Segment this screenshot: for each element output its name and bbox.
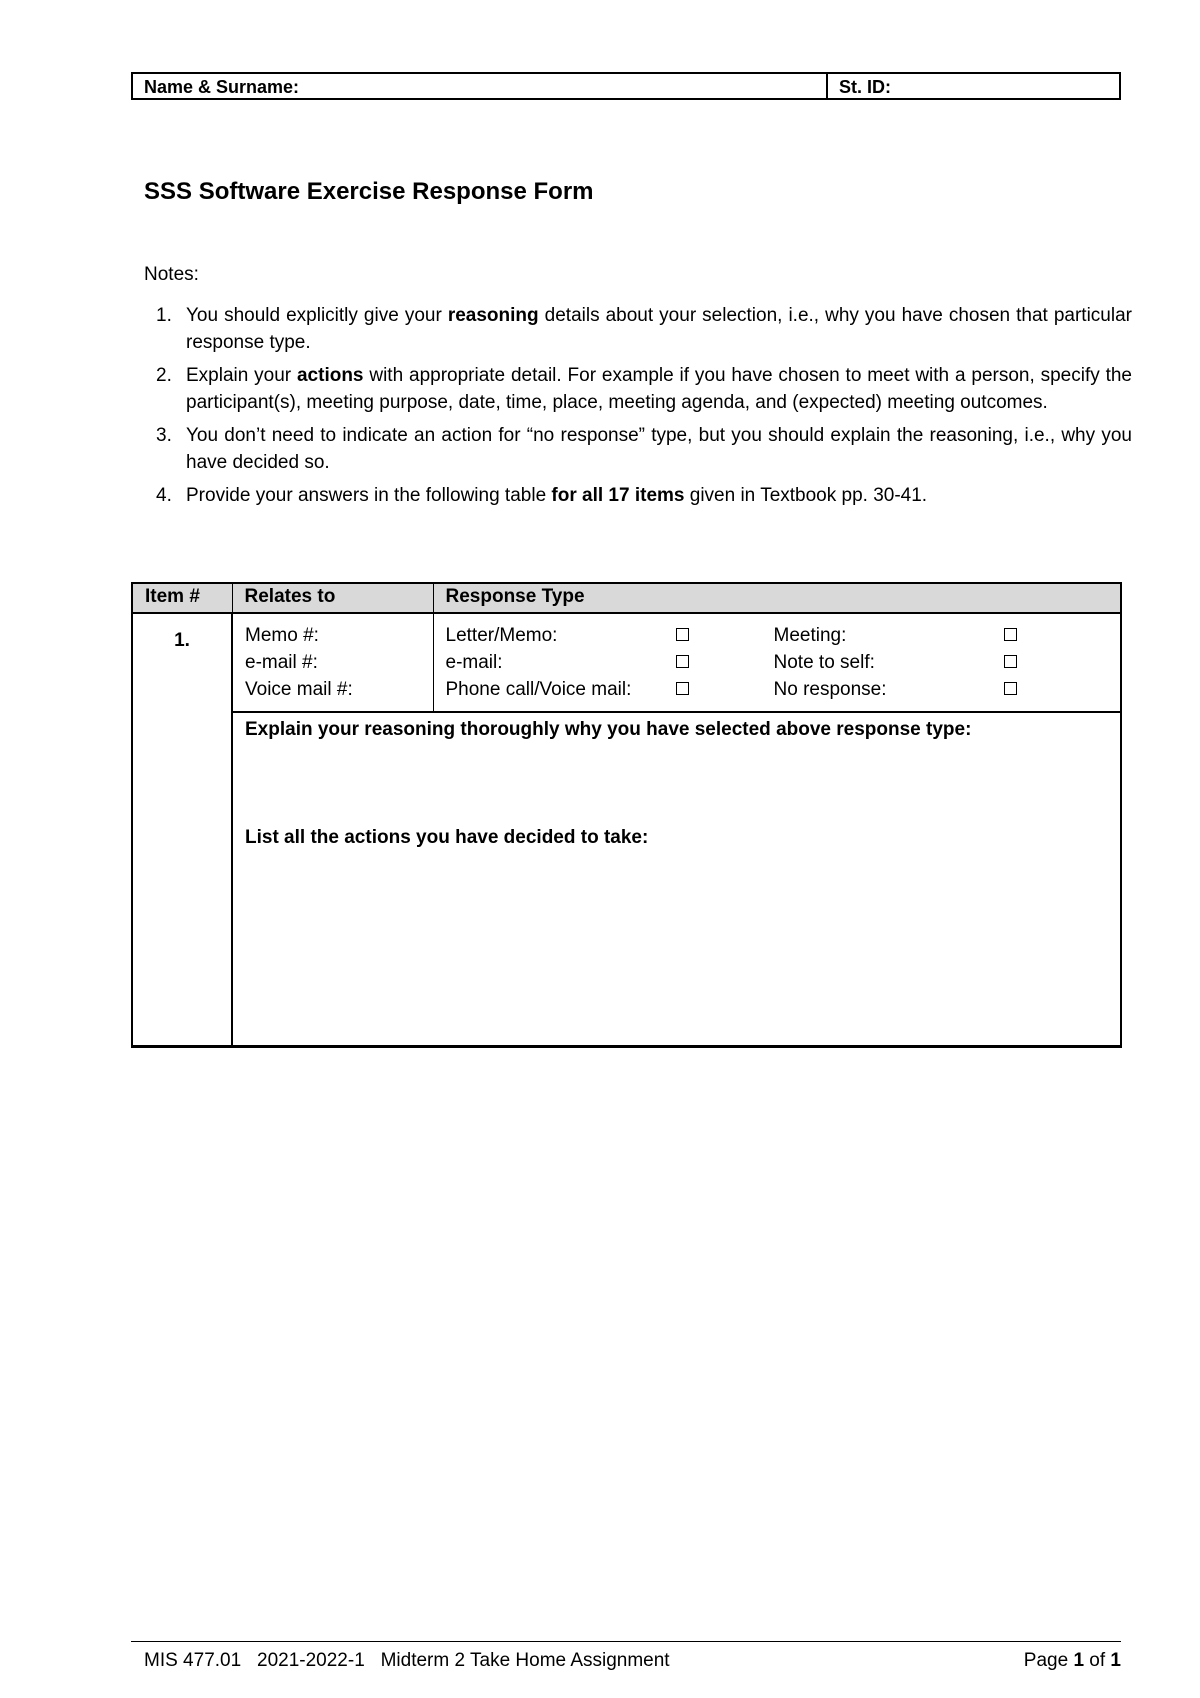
name-surname-field[interactable]: Name & Surname: <box>133 74 828 98</box>
note-text: actions <box>296 365 364 386</box>
note-number: 2. <box>156 365 172 386</box>
student-id-field[interactable]: St. ID: <box>839 77 891 97</box>
note-number: 4. <box>156 485 172 506</box>
letter-memo-checkbox[interactable] <box>676 628 689 641</box>
option-email-label: e-mail: <box>445 652 503 673</box>
note-number: 3. <box>156 425 172 446</box>
actions-prompt: List all the actions you have decided to take: <box>245 827 649 848</box>
reasoning-actions-cell[interactable] <box>232 712 1121 1046</box>
option-phone-voicemail-label: Phone call/Voice mail: <box>445 679 632 700</box>
option-no-response-label: No response: <box>773 679 887 700</box>
table-row <box>132 613 1121 712</box>
header-response-type: Response Type <box>433 583 1121 613</box>
footer-divider <box>131 1641 1121 1642</box>
note-item <box>144 362 1132 416</box>
note-text: details about your selection, i.e., why you have chosen that particular response type. <box>186 305 1132 353</box>
memo-number-label: Memo #: <box>245 625 319 646</box>
note-text: given in Textbook pp. 30-41. <box>684 485 928 506</box>
email-checkbox[interactable] <box>676 655 689 668</box>
no-response-checkbox[interactable] <box>1004 682 1017 695</box>
relates-to-cell[interactable] <box>232 613 433 712</box>
option-letter-memo-label: Letter/Memo: <box>445 625 558 646</box>
header-relates-to: Relates to <box>232 583 433 613</box>
note-text: reasoning <box>447 305 539 326</box>
meeting-checkbox[interactable] <box>1004 628 1017 641</box>
note-to-self-checkbox[interactable] <box>1004 655 1017 668</box>
page-number: Page 1 of 1 <box>1023 1650 1121 1671</box>
notes-list <box>144 302 1132 515</box>
item-number-cell: 1. <box>132 613 232 1046</box>
reasoning-prompt: Explain your reasoning thoroughly why you have selected above response type: <box>245 719 972 740</box>
response-type-cell <box>433 613 1121 712</box>
phone-voicemail-checkbox[interactable] <box>676 682 689 695</box>
notes-heading: Notes: <box>144 264 199 285</box>
option-meeting-label: Meeting: <box>773 625 847 646</box>
note-text: You should explicitly give your <box>186 305 448 326</box>
note-text: for all 17 items <box>551 485 685 506</box>
footer-course-info: MIS 477.01 2021-2022-1 Midterm 2 Take Home Assignment <box>144 1650 670 1671</box>
note-number: 1. <box>156 305 172 326</box>
note-text: You don’t need to indicate an action for “no response” type, but you should explain the reasoning, i.e., why you have decided so. <box>186 425 1132 473</box>
option-note-to-self-label: Note to self: <box>773 652 875 673</box>
note-item <box>144 482 1132 509</box>
form-title: SSS Software Exercise Response Form <box>144 178 594 205</box>
note-item <box>144 302 1132 356</box>
header-item-number: Item # <box>132 583 232 613</box>
note-text: with appropriate detail. For example if you have chosen to meet with a person, specify the participant(s), meeting purpose, date, time, place, meeting agenda, and (expected) meeting outcomes. <box>186 365 1132 413</box>
note-text: Explain your <box>186 365 297 386</box>
response-table <box>131 582 1122 1048</box>
student-info-box <box>131 72 1121 100</box>
table-row <box>132 712 1121 1046</box>
email-number-label: e-mail #: <box>245 652 318 673</box>
note-item <box>144 422 1132 476</box>
voicemail-number-label: Voice mail #: <box>245 679 353 700</box>
note-text: Provide your answers in the following table <box>186 485 552 506</box>
